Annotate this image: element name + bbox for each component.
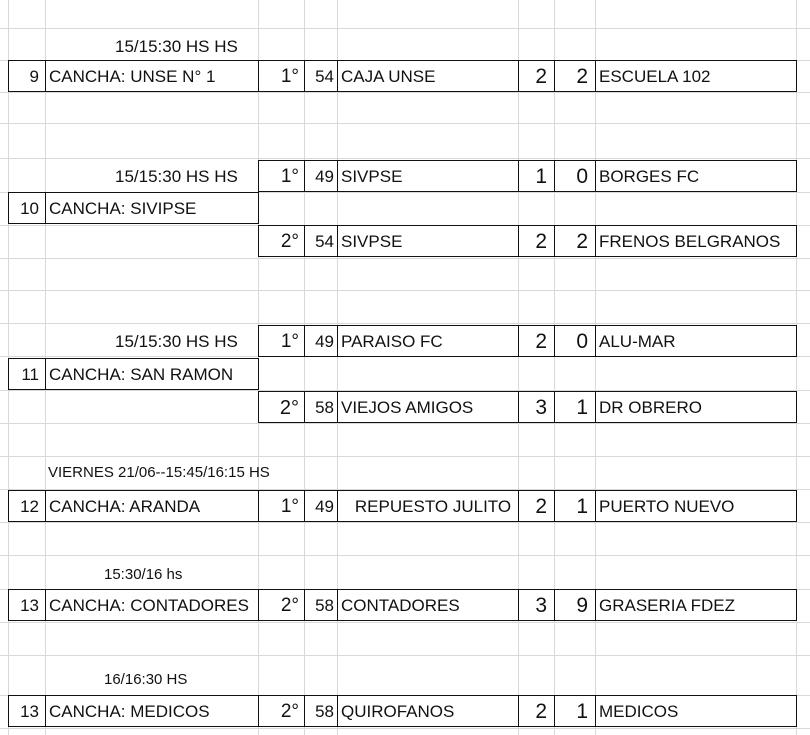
game-order: 1° [258,160,305,192]
home-team: VIEJOS AMIGOS [337,391,519,423]
cancha-label: CANCHA: MEDICOS [45,695,259,727]
match-number: 10 [8,192,46,224]
away-team: BORGES FC [595,160,797,192]
home-team: REPUESTO JULITO [337,490,519,522]
match-number: 12 [8,490,46,522]
away-score: 0 [554,160,596,192]
schedule-header: 15/15:30 HS HS [115,37,238,56]
home-team: PARAISO FC [337,325,519,357]
home-score: 2 [518,60,555,92]
home-team: CONTADORES [337,589,519,621]
schedule-header: 15/15:30 HS HS [115,167,238,186]
home-team: SIVPSE [337,225,519,257]
away-team: ALU-MAR [595,325,797,357]
game-order: 2° [258,391,305,423]
cancha-label: CANCHA: ARANDA [45,490,259,522]
match-number: 11 [8,358,46,390]
home-score: 2 [518,325,555,357]
home-score: 3 [518,589,555,621]
away-team: GRASERIA FDEZ [595,589,797,621]
cancha-label: CANCHA: UNSE N° 1 [45,60,259,92]
schedule-header: VIERNES 21/06--15:45/16:15 HS [48,464,270,481]
game-order: 1° [258,490,305,522]
away-score: 0 [554,325,596,357]
home-score: 3 [518,391,555,423]
match-number: 13 [8,695,46,727]
home-score: 2 [518,490,555,522]
points: 49 [304,490,338,522]
points: 49 [304,325,338,357]
cancha-label: CANCHA: CONTADORES [45,589,259,621]
away-score: 9 [554,589,596,621]
away-team: FRENOS BELGRANOS [595,225,797,257]
game-order: 2° [258,695,305,727]
match-number: 9 [8,60,46,92]
schedule-header: 16/16:30 HS [104,671,188,688]
points: 58 [304,589,338,621]
away-team: ESCUELA 102 [595,60,797,92]
points: 58 [304,695,338,727]
cancha-label: CANCHA: SAN RAMON [45,358,259,390]
match-number: 13 [8,589,46,621]
away-score: 2 [554,60,596,92]
away-score: 2 [554,225,596,257]
game-order: 1° [258,60,305,92]
game-order: 2° [258,589,305,621]
game-order: 1° [258,325,305,357]
points: 49 [304,160,338,192]
home-team: SIVPSE [337,160,519,192]
points: 58 [304,391,338,423]
away-score: 1 [554,490,596,522]
away-team: PUERTO NUEVO [595,490,797,522]
home-team: QUIROFANOS [337,695,519,727]
points: 54 [304,60,338,92]
cancha-label: CANCHA: SIVIPSE [45,192,259,224]
schedule-header: 15/15:30 HS HS [115,332,238,351]
home-team: CAJA UNSE [337,60,519,92]
away-team: MEDICOS [595,695,797,727]
home-score: 1 [518,160,555,192]
game-order: 2° [258,225,305,257]
home-score: 2 [518,695,555,727]
away-score: 1 [554,391,596,423]
away-score: 1 [554,695,596,727]
schedule-header: 15:30/16 hs [104,566,183,583]
points: 54 [304,225,338,257]
home-score: 2 [518,225,555,257]
away-team: DR OBRERO [595,391,797,423]
